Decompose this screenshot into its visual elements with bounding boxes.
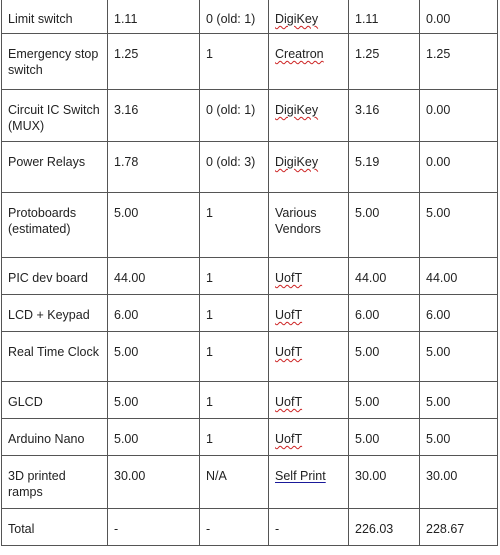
paid-cost-cell: 0.00 — [420, 90, 498, 142]
paid-cost-cell: 44.00 — [420, 258, 498, 295]
paid-cost-cell: 0.00 — [420, 0, 498, 34]
quantity-cell: 0 (old: 1) — [200, 0, 269, 34]
part-name-cell: Power Relays — [2, 142, 108, 193]
table-row — [2, 0, 498, 34]
part-name-cell: PIC dev board — [2, 258, 108, 295]
quantity-cell: N/A — [200, 456, 269, 509]
quantity-cell: 1 — [200, 193, 269, 258]
total-cost-cell: 30.00 — [349, 456, 420, 509]
total-cost-cell: 5.00 — [349, 382, 420, 419]
unit-price-cell: 5.00 — [108, 382, 200, 419]
paid-cost-cell: 0.00 — [420, 142, 498, 193]
total-cost-cell: 5.00 — [349, 332, 420, 382]
table-row — [2, 295, 498, 332]
vendor-cell — [269, 382, 349, 419]
paid-cost-cell: 6.00 — [420, 295, 498, 332]
unit-price-cell: 1.25 — [108, 34, 200, 90]
vendor-name: UofT — [275, 395, 303, 409]
unit-price-cell: 5.00 — [108, 419, 200, 456]
paid-cost-cell: 1.25 — [420, 34, 498, 90]
unit-price-cell: 1.11 — [108, 0, 200, 34]
paid-cost-cell: 5.00 — [420, 332, 498, 382]
vendor-name: Creatron — [275, 47, 324, 61]
total-cost-cell: 1.25 — [349, 34, 420, 90]
vendor-cell — [269, 509, 349, 546]
vendor-name: - — [275, 522, 280, 536]
total-cost-cell: 5.00 — [349, 193, 420, 258]
grand-paid-cell: 228.67 — [420, 509, 498, 546]
quantity-cell: 0 (old: 1) — [200, 90, 269, 142]
vendor-cell — [269, 90, 349, 142]
quantity-cell: 1 — [200, 382, 269, 419]
paid-cost-cell: 30.00 — [420, 456, 498, 509]
unit-price-cell: 5.00 — [108, 332, 200, 382]
total-cost-cell: 5.00 — [349, 419, 420, 456]
table-row — [2, 90, 498, 142]
table-row — [2, 258, 498, 295]
total-cost-cell: 44.00 — [349, 258, 420, 295]
table-row — [2, 193, 498, 258]
total-cost-cell: 3.16 — [349, 90, 420, 142]
unit-price-cell: 1.78 — [108, 142, 200, 193]
vendor-name: DigiKey — [275, 103, 319, 117]
part-name-cell: LCD + Keypad — [2, 295, 108, 332]
part-name-cell: Emergency stop switch — [2, 34, 108, 90]
quantity-cell: 1 — [200, 295, 269, 332]
total-cost-cell: 6.00 — [349, 295, 420, 332]
part-name-cell: Arduino Nano — [2, 419, 108, 456]
vendor-name: DigiKey — [275, 12, 319, 26]
vendor-cell — [269, 142, 349, 193]
part-name-cell: Limit switch — [2, 0, 108, 34]
unit-price-cell: 6.00 — [108, 295, 200, 332]
vendor-name: UofT — [275, 432, 303, 446]
paid-cost-cell: 5.00 — [420, 382, 498, 419]
paid-cost-cell: 5.00 — [420, 419, 498, 456]
vendor-name: Various Vendors — [275, 206, 321, 236]
total-cost-cell: 5.19 — [349, 142, 420, 193]
quantity-cell: - — [200, 509, 269, 546]
part-name-cell: Protoboards (estimated) — [2, 193, 108, 258]
quantity-cell: 1 — [200, 332, 269, 382]
table-row — [2, 419, 498, 456]
grand-total-cell: 226.03 — [349, 509, 420, 546]
total-cost-cell: 1.11 — [349, 0, 420, 34]
vendor-name: UofT — [275, 345, 303, 359]
table-row — [2, 34, 498, 90]
part-name-cell: Real Time Clock — [2, 332, 108, 382]
table-row — [2, 382, 498, 419]
quantity-cell: 1 — [200, 419, 269, 456]
vendor-cell — [269, 295, 349, 332]
vendor-name: UofT — [275, 308, 303, 322]
vendor-name: UofT — [275, 271, 303, 285]
vendor-cell — [269, 456, 349, 509]
quantity-cell: 1 — [200, 258, 269, 295]
quantity-cell: 0 (old: 3) — [200, 142, 269, 193]
quantity-cell: 1 — [200, 34, 269, 90]
unit-price-cell: - — [108, 509, 200, 546]
part-name-cell: GLCD — [2, 382, 108, 419]
part-name-cell: Total — [2, 509, 108, 546]
paid-cost-cell: 5.00 — [420, 193, 498, 258]
table-row — [2, 142, 498, 193]
vendor-cell — [269, 0, 349, 34]
unit-price-cell: 5.00 — [108, 193, 200, 258]
vendor-cell — [269, 34, 349, 90]
totals-row — [2, 509, 498, 546]
vendor-cell — [269, 332, 349, 382]
vendor-cell — [269, 419, 349, 456]
vendor-cell — [269, 258, 349, 295]
vendor-name: Self Print — [275, 469, 326, 483]
unit-price-cell: 30.00 — [108, 456, 200, 509]
vendor-name: DigiKey — [275, 155, 319, 169]
part-name-cell: Circuit IC Switch (MUX) — [2, 90, 108, 142]
unit-price-cell: 44.00 — [108, 258, 200, 295]
part-name-cell: 3D printed ramps — [2, 456, 108, 509]
unit-price-cell: 3.16 — [108, 90, 200, 142]
vendor-cell — [269, 193, 349, 258]
table-row — [2, 332, 498, 382]
table-row — [2, 456, 498, 509]
parts-cost-table — [1, 0, 498, 546]
